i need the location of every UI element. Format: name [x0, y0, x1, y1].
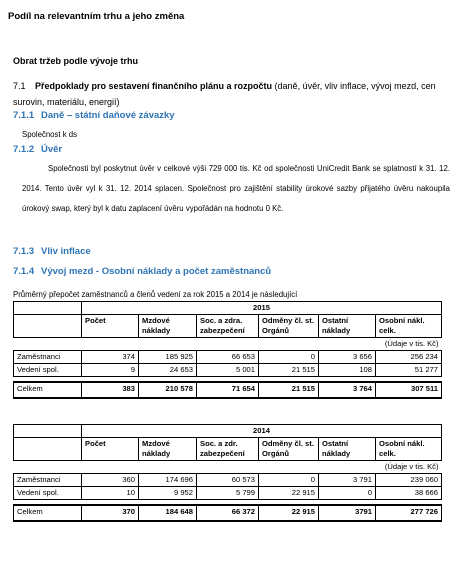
row-label: Zaměstnanci — [14, 351, 82, 364]
cell-value: 60 573 — [197, 474, 259, 487]
section-number: 7.1.1 — [13, 110, 35, 121]
table-row — [14, 364, 442, 377]
cell-value: 185 925 — [139, 351, 197, 364]
cell-value: 66 653 — [197, 351, 259, 364]
row-label: Celkem — [14, 505, 82, 521]
units-note: (Údaje v tis. Kč) — [384, 462, 439, 471]
cell-value: 38 666 — [376, 487, 442, 500]
table-row — [14, 487, 442, 500]
row-label: Celkem — [14, 382, 82, 398]
cell-value: 3 791 — [319, 474, 376, 487]
empty-cell — [14, 438, 82, 461]
cell-value: 256 234 — [376, 351, 442, 364]
company-form-text: Společnost k ds — [22, 130, 78, 139]
cell-value: 10 — [82, 487, 139, 500]
units-note: (Údaje v tis. Kč) — [384, 339, 439, 348]
cell-value: 3 656 — [319, 351, 376, 364]
cell-value: 0 — [259, 351, 319, 364]
cell-value: 184 648 — [139, 505, 197, 521]
cell-value: 71 654 — [197, 382, 259, 398]
column-header: Soc. a zdr. zabezpečení — [197, 438, 259, 461]
personnel-costs-table-2015 — [13, 301, 442, 399]
section-title: Daně – státní daňové závazky — [41, 110, 175, 121]
cell-value: 5 799 — [197, 487, 259, 500]
cell-value: 307 511 — [376, 382, 442, 398]
table-intro-text: Průměrný přepočet zaměstnanců a členů vedení za rok 2015 a 2014 je následující — [13, 290, 298, 299]
section-title: Vývoj mezd - Osobní náklady a počet zaměstnanců — [41, 266, 272, 277]
section-7-1-4-heading — [13, 266, 271, 277]
section-7-1-heading — [13, 78, 463, 110]
year-header: 2014 — [82, 425, 442, 438]
column-header: Počet — [82, 315, 139, 338]
column-header: Mzdové náklady — [139, 315, 197, 338]
cell-value: 374 — [82, 351, 139, 364]
row-label: Zaměstnanci — [14, 474, 82, 487]
cell-value: 174 696 — [139, 474, 197, 487]
column-header: Počet — [82, 438, 139, 461]
cell-value: 5 001 — [197, 364, 259, 377]
empty-cell — [14, 315, 82, 338]
column-header: Soc. a zdra. zabezpečení — [197, 315, 259, 338]
cell-value: 239 060 — [376, 474, 442, 487]
section-7-1-2-heading — [13, 144, 62, 155]
column-header: Osobní nákl. celk. — [376, 438, 442, 461]
cell-value: 3791 — [319, 505, 376, 521]
cell-value: 22 915 — [259, 505, 319, 521]
section-title-bold: Předpoklady pro sestavení finančního plánu a rozpočtu — [35, 81, 273, 91]
section-7-1-3-heading — [13, 246, 91, 257]
cell-value: 370 — [82, 505, 139, 521]
cell-value: 24 653 — [139, 364, 197, 377]
cell-value: 9 — [82, 364, 139, 377]
cell-value: 383 — [82, 382, 139, 398]
column-header: Ostatní náklady — [319, 315, 376, 338]
section-subtitle: Obrat tržeb podle vývoje trhu — [13, 56, 139, 66]
cell-value: 66 372 — [197, 505, 259, 521]
section-title: Vliv inflace — [41, 246, 91, 257]
loan-paragraph: Společnosti byl poskytnut úvěr v celkové výši 729 000 tis. Kč od společnosti UniCredit Bank se splatností k 31. 12. 2014. Tento úvěr vyl k 31. 12. 2014 splacen. Společnost pro zajištění stability úrokové sazby přijatého úvěru nakoupila úrokový swap, který byl k datu zaplacení úvěru vypořádán na hodnotu 0 Kč. — [22, 164, 450, 213]
cell-value: 51 277 — [376, 364, 442, 377]
column-header: Odměny čl. st. Orgánů — [259, 315, 319, 338]
column-header: Ostatní náklady — [319, 438, 376, 461]
total-row — [14, 505, 442, 521]
empty-cell — [14, 302, 82, 315]
column-header: Odměny čl. st. Orgánů — [259, 438, 319, 461]
table-row — [14, 474, 442, 487]
section-number: 7.1.2 — [13, 144, 35, 155]
cell-value: 9 952 — [139, 487, 197, 500]
column-header: Osobní nákl. celk. — [376, 315, 442, 338]
cell-value: 0 — [259, 474, 319, 487]
row-label: Vedení spol. — [14, 487, 82, 500]
year-header: 2015 — [82, 302, 442, 315]
section-title-rest: (daně, úvěr, vliv inflace, vývoj mezd, cen surovin, materiálu, energií) — [13, 81, 436, 107]
cell-value: 0 — [319, 487, 376, 500]
section-number: 7.1 — [13, 81, 26, 91]
personnel-costs-table-2014 — [13, 424, 442, 522]
row-label: Vedení spol. — [14, 364, 82, 377]
cell-value: 108 — [319, 364, 376, 377]
cell-value: 21 515 — [259, 364, 319, 377]
section-7-1-1-heading — [13, 110, 175, 121]
section-number: 7.1.3 — [13, 246, 35, 257]
cell-value: 277 726 — [376, 505, 442, 521]
page-title: Podíl na relevantním trhu a jeho změna — [8, 11, 185, 22]
cell-value: 22 915 — [259, 487, 319, 500]
empty-cell — [14, 425, 82, 438]
cell-value: 3 764 — [319, 382, 376, 398]
total-row — [14, 382, 442, 398]
section-number: 7.1.4 — [13, 266, 35, 277]
section-title: Úvěr — [41, 144, 63, 155]
column-header: Mzdové náklady — [139, 438, 197, 461]
cell-value: 210 578 — [139, 382, 197, 398]
table-row — [14, 351, 442, 364]
cell-value: 360 — [82, 474, 139, 487]
cell-value: 21 515 — [259, 382, 319, 398]
